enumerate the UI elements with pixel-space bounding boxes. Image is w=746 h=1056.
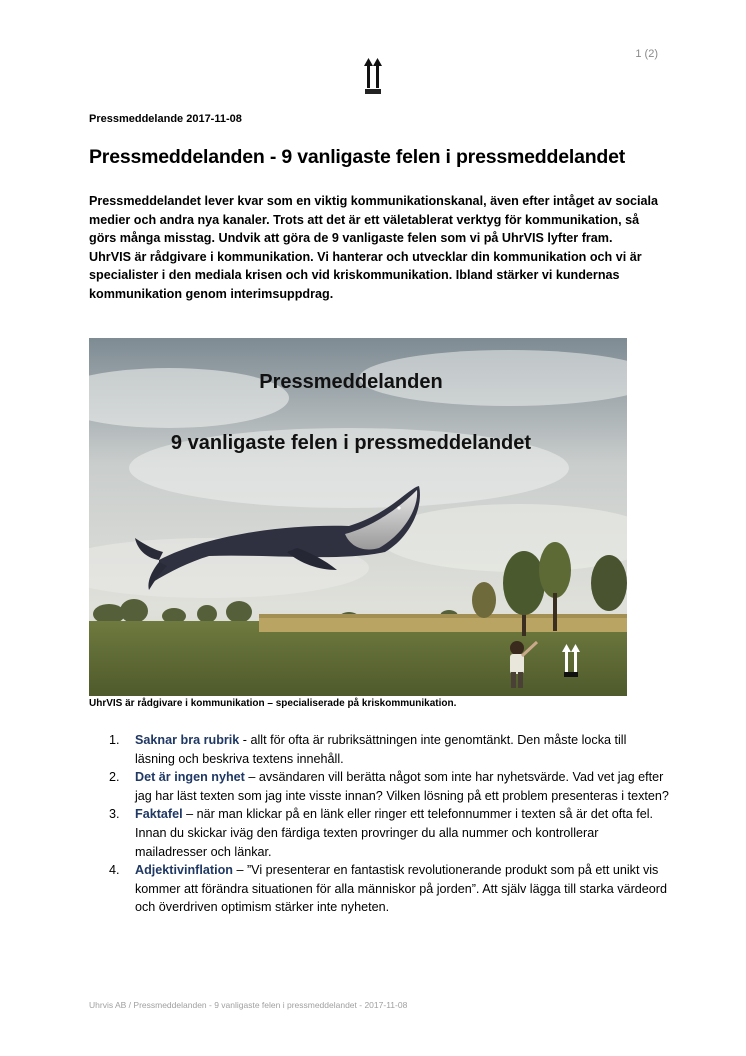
page-title: Pressmeddelanden - 9 vanligaste felen i pressmeddelandet xyxy=(89,146,626,168)
list-item xyxy=(89,731,669,768)
list-term: Saknar bra rubrik xyxy=(135,733,240,747)
image-caption: UhrVIS är rådgivare i kommunikation – specialiserade på kriskommunikation. xyxy=(89,698,457,709)
intro-paragraph: UhrVIS är rådgivare i kommunikation. Vi hanterar och utvecklar din kommunikation och vi är specialister i den mediala krisen och vid kriskommunikation. Ibland stärker vi kundernas kommunikation genom interimsuppdrag. xyxy=(89,249,642,301)
list-number: 3. xyxy=(109,807,120,822)
list-text: – avsändaren vill berätta något som inte har nyhetsvärde. Vad vet jag efter jag har läst texten som jag inte visste innan? Vilken lösning på ett problem presenteras i texten? xyxy=(135,770,669,803)
list-number: 1. xyxy=(109,733,120,747)
issues-list xyxy=(89,731,669,917)
list-item xyxy=(89,768,669,805)
intro-paragraph: Pressmeddelandet lever kvar som en viktig kommunikationskanal, även efter intåget av sociala medier och andra nya kanaler. Trots att det är ett väletablerat verktyg för kommunikation, så görs många misstag. Undvik att göra de 9 vanligaste felen som vi på UhrVIS lyfter fram. xyxy=(89,194,659,246)
list-text: - allt för ofta är rubriksättningen inte genomtänkt. Den måste locka till läsning och beskriva textens innehåll. xyxy=(135,733,627,766)
hero-image xyxy=(89,338,627,696)
list-number: 2. xyxy=(109,770,120,785)
list-text: – när man klickar på en länk eller ringer ett telefonnummer i texten så är det ofta fel. Innan du skickar iväg den färdiga texten provringer du alla nummer och kontrollerar mailadresser och länkar. xyxy=(135,807,654,859)
list-item xyxy=(89,805,669,861)
list-text: – ”Vi presenterar en fantastisk revolutionerande produkt som på ett unikt vis kommer att förändra situationen för alla människor på jorden”. Att själv lägga till starka värdeord och överdriven optimism stärker inte nyheten. xyxy=(135,863,667,915)
list-term: Det är ingen nyhet xyxy=(135,770,245,785)
hero-heading: Pressmeddelanden xyxy=(259,371,443,393)
page-footer: Uhrvis AB / Pressmeddelanden - 9 vanligaste felen i pressmeddelandet - 2017-11-08 xyxy=(89,1000,408,1010)
intro xyxy=(89,192,659,304)
page-number: 1 (2) xyxy=(635,48,658,60)
list-term: Adjektivinflation xyxy=(135,863,233,878)
dateline: Pressmeddelande 2017-11-08 xyxy=(89,113,242,125)
list-term: Faktafel xyxy=(135,807,183,822)
list-number: 4. xyxy=(109,863,120,878)
uhrvis-logo-icon xyxy=(363,58,383,96)
hero-subheading: 9 vanligaste felen i pressmeddelandet xyxy=(170,432,532,454)
list-item xyxy=(89,861,669,917)
